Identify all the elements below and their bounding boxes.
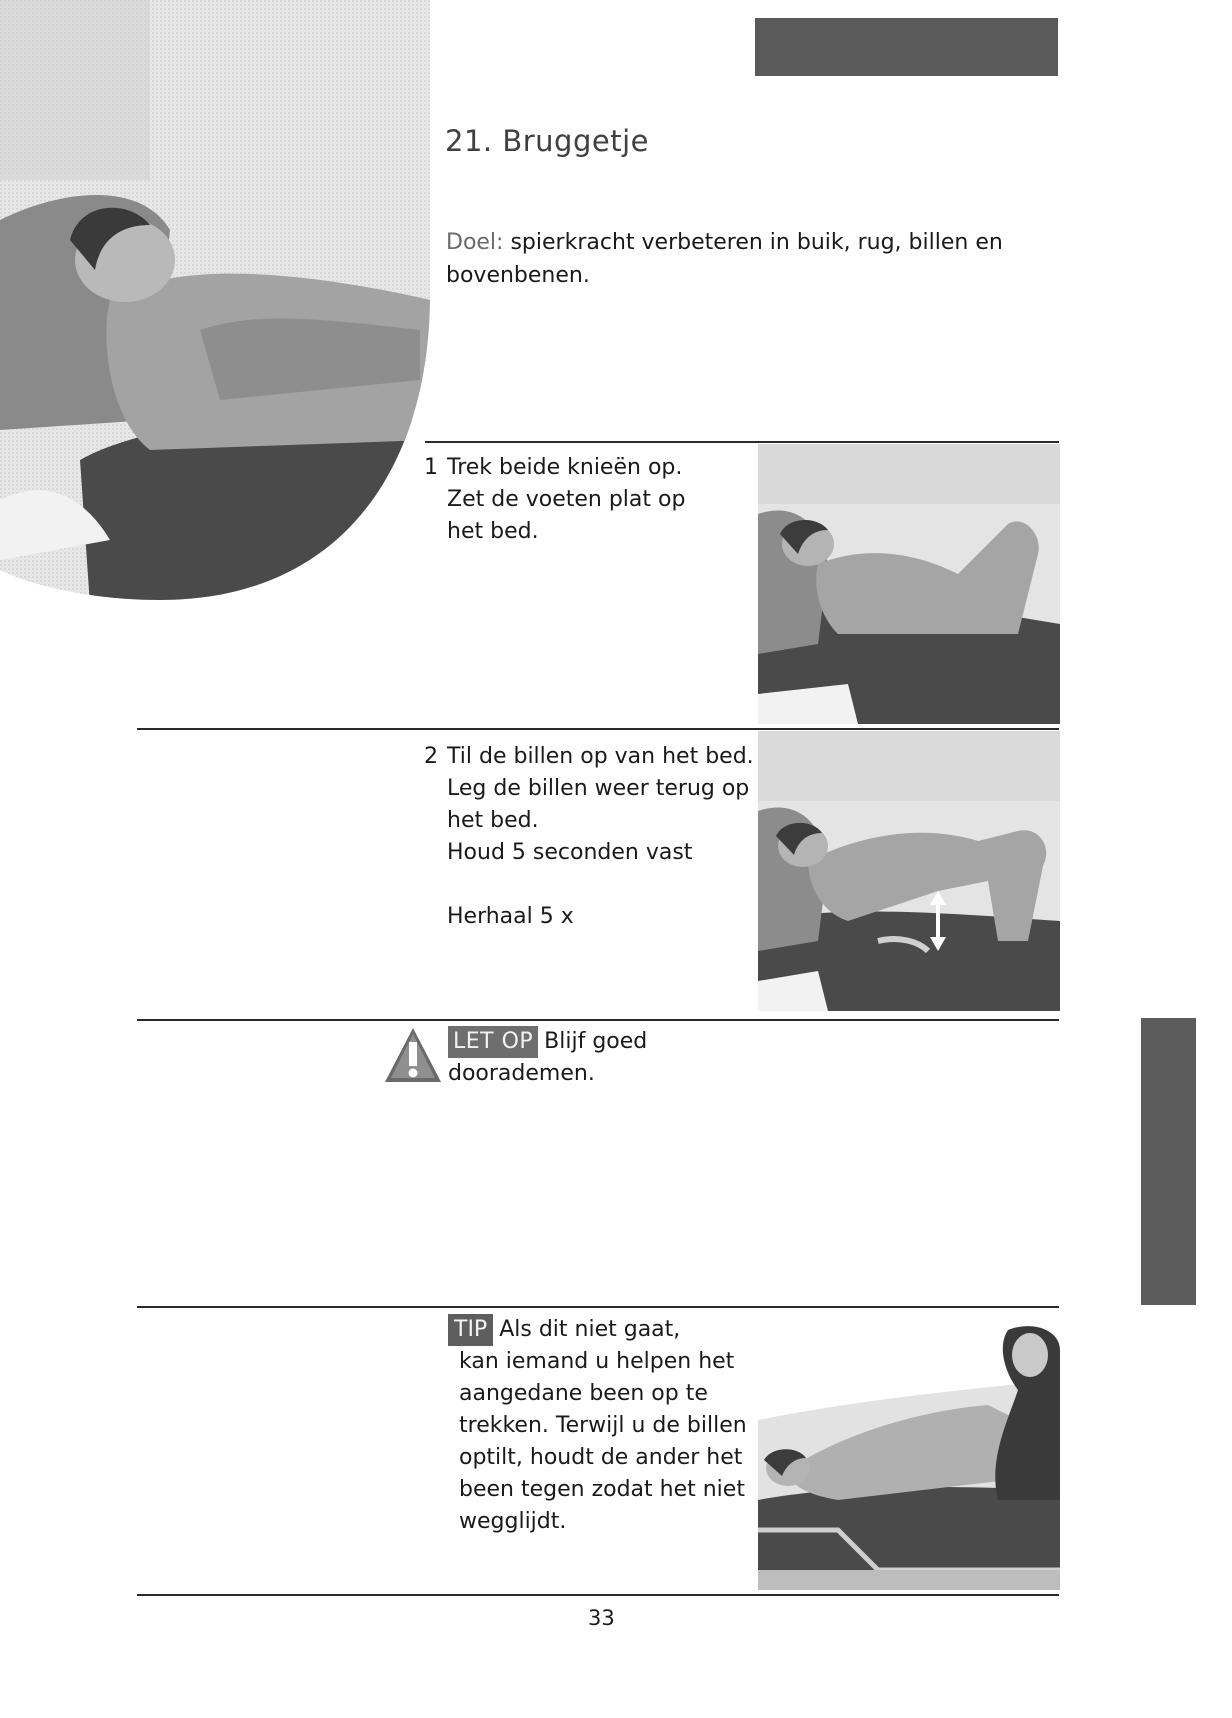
divider: [137, 1594, 1059, 1596]
let-op-badge: LET OP: [448, 1026, 538, 1058]
step-line: Zet de voeten plat op: [447, 487, 686, 512]
warning-line: doorademen.: [448, 1061, 595, 1086]
tip-photo: [758, 1310, 1060, 1590]
header-bar: [755, 18, 1058, 76]
warning-note: [448, 1026, 647, 1090]
divider: [137, 1306, 1059, 1308]
step-line: Houd 5 seconden vast: [447, 840, 693, 865]
step-1-photo: [758, 444, 1060, 724]
side-tab: [1141, 1018, 1196, 1305]
tip-badge: TIP: [448, 1314, 493, 1346]
tip-line: been tegen zodat het niet: [459, 1477, 745, 1502]
step-2-photo: [758, 731, 1060, 1011]
divider: [137, 728, 1059, 730]
tip-line: kan iemand u helpen het: [459, 1349, 735, 1374]
tip-line: aangedane been op te: [459, 1381, 708, 1406]
step-number: 1: [424, 455, 438, 480]
tip-line: wegglijdt.: [459, 1509, 567, 1534]
tip-note: [448, 1314, 758, 1538]
hero-photo: [0, 0, 430, 605]
warning-triangle-icon: [383, 1026, 443, 1084]
step-line: het bed.: [447, 808, 539, 833]
page-title: 21. Bruggetje: [445, 124, 649, 158]
step-line: Til de billen op van het bed.: [447, 744, 754, 769]
step-line: Leg de billen weer terug op: [447, 776, 750, 801]
divider: [137, 1019, 1059, 1021]
goal-label: Doel:: [446, 230, 504, 255]
tip-line: Als dit niet gaat,: [499, 1317, 681, 1342]
step-line: Trek beide knieën op.: [447, 455, 683, 480]
page-number: 33: [588, 1606, 615, 1630]
divider: [425, 441, 1059, 443]
step-line: Herhaal 5 x: [447, 904, 574, 929]
step-spacer: [447, 869, 754, 901]
step-line: het bed.: [447, 519, 539, 544]
tip-line: optilt, houdt de ander het: [459, 1445, 743, 1470]
goal-description: spierkracht verbeteren in buik, rug, billen en bovenbenen.: [446, 230, 1003, 288]
goal-text: [446, 226, 1006, 292]
warning-line: Blijf goed: [544, 1029, 648, 1054]
tip-line: trekken. Terwijl u de billen: [459, 1413, 747, 1438]
step-number: 2: [424, 744, 438, 769]
